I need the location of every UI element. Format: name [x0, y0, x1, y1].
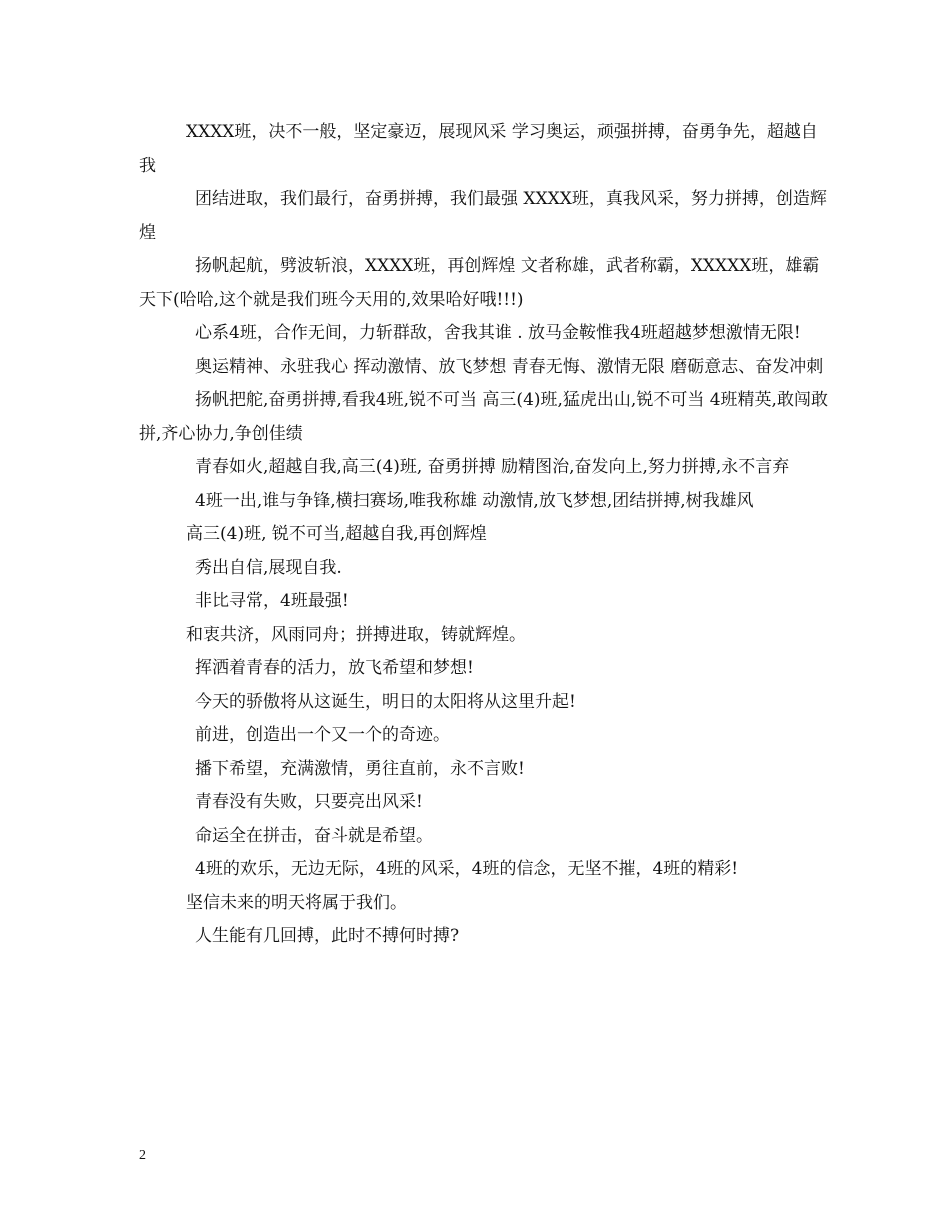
paragraph-1: XXXX班，决不一般，坚定豪迈，展现风采 学习奥运，顽强拼搏，奋勇争先，超越自我 [139, 122, 818, 176]
paragraph-20: 坚信未来的明天将属于我们。 [186, 892, 407, 913]
paragraph-3: 扬帆起航，劈波斩浪，XXXX班，再创辉煌 文者称雄，武者称霸，XXXXX班，雄霸天下(哈哈,这个就是我们班今天用的,效果哈好哦!!!) [139, 256, 820, 310]
paragraph-2: 团结进取，我们最行，奋勇拼搏，我们最强 XXXX班，真我风采，努力拼搏，创造辉煌 [139, 189, 827, 243]
page-number: 2 [139, 1148, 146, 1163]
paragraph-5: 奥运精神、永驻我心 挥动激情、放飞梦想 青春无悔、激情无限 磨砺意志、奋发冲刺 [195, 356, 824, 377]
paragraph-6: 扬帆把舵,奋勇拼搏,看我4班,锐不可当 高三(4)班,猛虎出山,锐不可当 4班精英,敢闯敢拼,齐心协力,争创佳绩 [139, 390, 828, 444]
paragraph-19: 4班的欢乐，无边无际，4班的风采，4班的信念，无坚不摧，4班的精彩! [195, 859, 739, 879]
paragraph-10: 秀出自信,展现自我. [195, 557, 342, 578]
paragraph-14: 今天的骄傲将从这诞生，明日的太阳将从这里升起! [195, 691, 576, 712]
paragraph-12: 和衷共济，风雨同舟；拼搏进取，铸就辉煌。 [186, 624, 526, 645]
paragraph-4: 心系4班，合作无间，力斩群敌，舍我其谁 . 放马金鞍惟我4班超越梦想激情无限! [195, 323, 801, 343]
paragraph-21: 人生能有几回搏，此时不搏何时搏? [195, 926, 460, 946]
paragraph-9: 高三(4)班, 锐不可当,超越自我,再创辉煌 [186, 524, 487, 544]
paragraph-16: 播下希望，充满激情，勇往直前，永不言败! [195, 758, 525, 779]
paragraph-11: 非比寻常，4班最强! [195, 591, 349, 611]
paragraph-7: 青春如火,超越自我,高三(4)班, 奋勇拼搏 励精图治,奋发向上,努力拼搏,永不言弃 [195, 457, 790, 477]
paragraph-18: 命运全在拼击，奋斗就是希望。 [195, 825, 433, 846]
paragraph-17: 青春没有失败，只要亮出风采! [195, 792, 423, 812]
paragraph-13: 挥洒着青春的活力，放飞希望和梦想! [195, 658, 474, 678]
paragraph-8: 4班一出,谁与争锋,横扫赛场,唯我称雄 动激情,放飞梦想,团结拼搏,树我雄风 [195, 490, 754, 511]
paragraph-15: 前进，创造出一个又一个的奇迹。 [195, 725, 450, 745]
document-body [139, 116, 829, 954]
